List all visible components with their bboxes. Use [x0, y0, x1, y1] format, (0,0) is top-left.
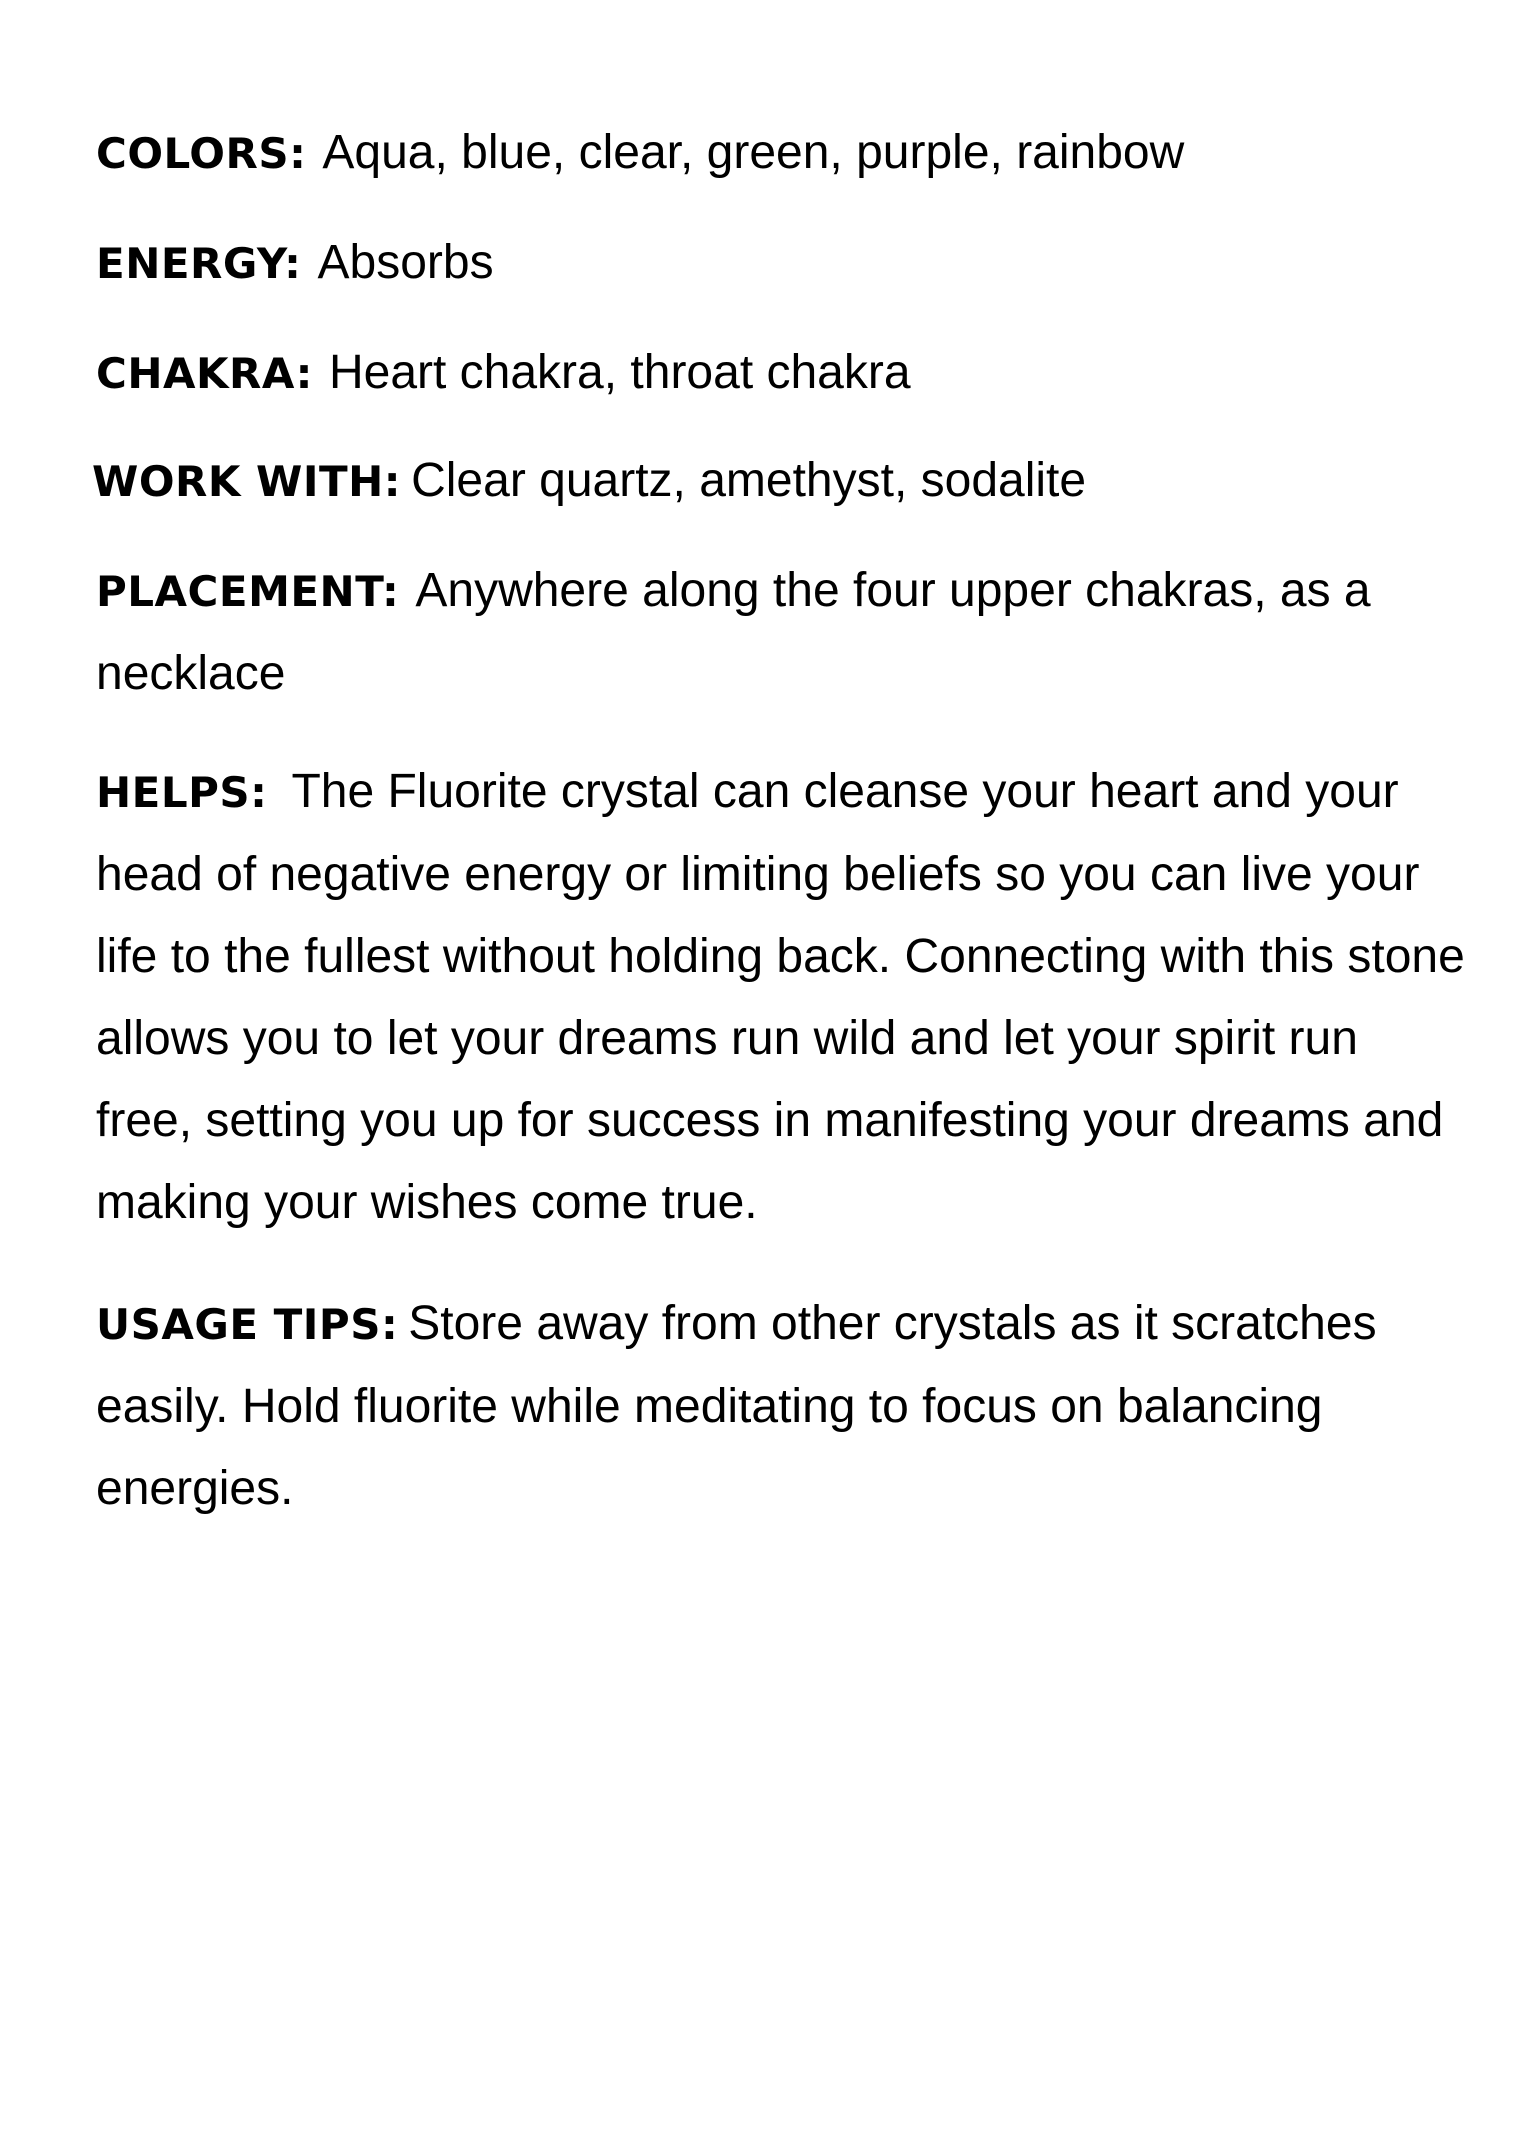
energy-label: ENERGY:	[96, 239, 302, 288]
work-with-label: WORK WITH:	[92, 457, 402, 506]
colors-value: Aqua, blue, clear, green, purple, rainbow	[322, 126, 1185, 179]
chakra-label: CHAKRA:	[96, 349, 313, 398]
work-with-entry	[92, 440, 1462, 523]
work-with-value: Clear quartz, amethyst, sodalite	[411, 454, 1087, 507]
energy-entry	[96, 222, 1466, 305]
helps-entry	[96, 751, 1466, 1244]
chakra-value: Heart chakra, throat chakra	[328, 346, 911, 399]
colors-entry	[96, 112, 1466, 195]
chakra-entry	[96, 332, 1466, 415]
usage-tips-value: Store away from other crystals as it scratches easily. Hold fluorite while meditating to focus on balancing energies.	[96, 1297, 1377, 1515]
helps-value: The Fluorite crystal can cleanse your heart and your head of negative energy or limiting beliefs so you can live your life to the fullest without holding back. Connecting with this stone allows you to let your dreams run wild and let your spirit run free, setting you up for success in manifesting your dreams and making your wishes come true.	[96, 765, 1465, 1229]
usage-tips-entry	[96, 1283, 1466, 1530]
placement-entry	[96, 550, 1466, 715]
energy-value: Absorbs	[317, 236, 494, 289]
colors-label: COLORS:	[96, 129, 307, 178]
placement-label: PLACEMENT:	[96, 567, 400, 616]
helps-label: HELPS:	[96, 768, 268, 817]
placement-value: Anywhere along the four upper chakras, as a necklace	[96, 564, 1371, 700]
usage-tips-label: USAGE TIPS:	[96, 1300, 399, 1349]
